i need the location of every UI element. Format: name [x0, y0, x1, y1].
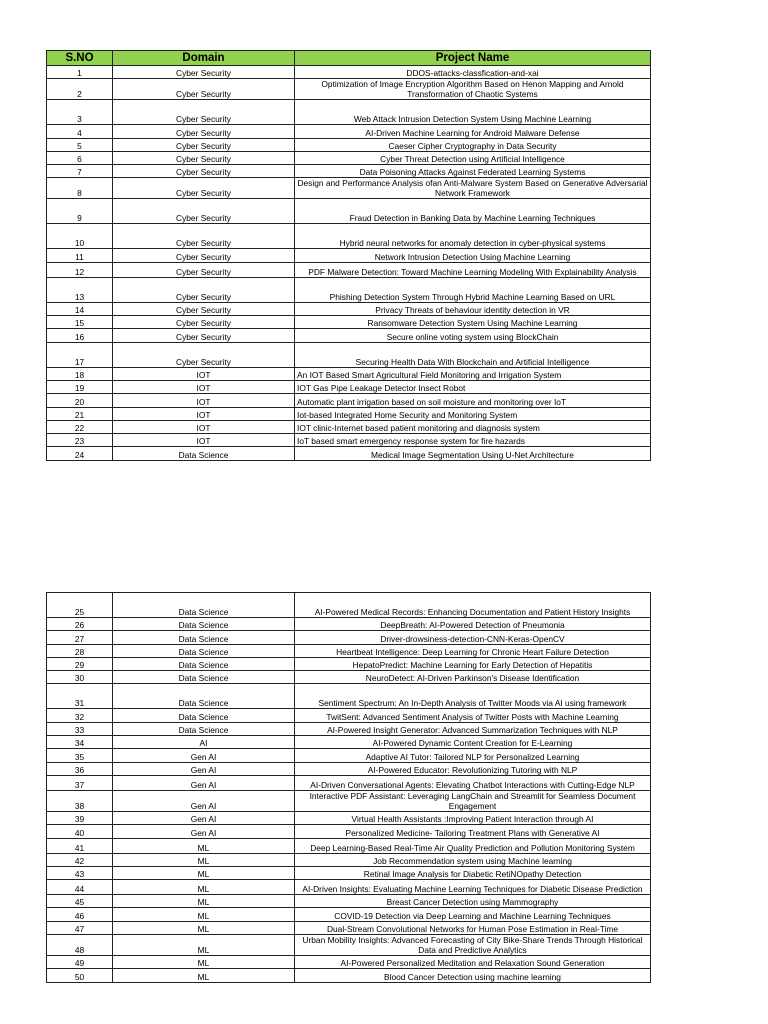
cell-domain: Data Science — [113, 593, 295, 618]
cell-sno: 50 — [47, 969, 113, 982]
cell-sno: 9 — [47, 199, 113, 224]
cell-sno: 12 — [47, 262, 113, 277]
cell-project: An IOT Based Smart Agricultural Field Monitoring and Irrigation System — [295, 367, 651, 380]
cell-domain: IOT — [113, 380, 295, 393]
cell-sno: 1 — [47, 66, 113, 79]
cell-project: Network Intrusion Detection Using Machine Learning — [295, 249, 651, 262]
cell-project: AI-Powered Personalized Meditation and Relaxation Sound Generation — [295, 956, 651, 969]
cell-sno: 22 — [47, 420, 113, 433]
cell-sno: 29 — [47, 657, 113, 670]
cell-sno: 17 — [47, 342, 113, 367]
cell-domain: Cyber Security — [113, 165, 295, 178]
cell-project: AI-Driven Conversational Agents: Elevating Chatbot Interactions with Cutting-Edge NLP — [295, 775, 651, 790]
projects-table-page-1 — [46, 50, 651, 461]
cell-sno: 15 — [47, 316, 113, 329]
cell-sno: 40 — [47, 825, 113, 838]
table-row — [47, 329, 651, 342]
table-row — [47, 838, 651, 853]
table-row — [47, 866, 651, 879]
cell-project: Blood Cancer Detection using machine learning — [295, 969, 651, 982]
cell-project: AI-Powered Medical Records: Enhancing Documentation and Patient History Insights — [295, 593, 651, 618]
table-row — [47, 434, 651, 447]
table-row — [47, 775, 651, 790]
cell-domain: Cyber Security — [113, 199, 295, 224]
cell-domain: Data Science — [113, 447, 295, 460]
cell-domain: ML — [113, 838, 295, 853]
cell-project: IoT based smart emergency response system for fire hazards — [295, 434, 651, 447]
projects-table-page-2 — [46, 592, 651, 983]
cell-domain: Cyber Security — [113, 277, 295, 302]
cell-sno: 4 — [47, 125, 113, 138]
cell-sno: 33 — [47, 722, 113, 735]
table-row — [47, 736, 651, 749]
cell-sno: 31 — [47, 684, 113, 709]
cell-domain: ML — [113, 935, 295, 956]
cell-sno: 23 — [47, 434, 113, 447]
cell-sno: 45 — [47, 895, 113, 908]
cell-project: IOT clinic-Internet based patient monitoring and diagnosis system — [295, 420, 651, 433]
cell-sno: 19 — [47, 380, 113, 393]
cell-project: Medical Image Segmentation Using U-Net Architecture — [295, 447, 651, 460]
table-row — [47, 100, 651, 125]
cell-project: AI-Driven Machine Learning for Android Malware Defense — [295, 125, 651, 138]
cell-sno: 49 — [47, 956, 113, 969]
cell-sno: 36 — [47, 762, 113, 775]
cell-domain: Cyber Security — [113, 138, 295, 151]
cell-domain: Data Science — [113, 618, 295, 631]
cell-domain: IOT — [113, 407, 295, 420]
cell-domain: ML — [113, 853, 295, 866]
cell-sno: 39 — [47, 811, 113, 824]
table-row — [47, 811, 651, 824]
cell-domain: Gen AI — [113, 762, 295, 775]
cell-domain: Data Science — [113, 657, 295, 670]
table-row — [47, 749, 651, 762]
table-row — [47, 151, 651, 164]
cell-domain: Cyber Security — [113, 249, 295, 262]
cell-project: Web Attack Intrusion Detection System Using Machine Learning — [295, 100, 651, 125]
table-row — [47, 342, 651, 367]
cell-domain: Data Science — [113, 684, 295, 709]
cell-project: Cyber Threat Detection using Artificial Intelligence — [295, 151, 651, 164]
table-row — [47, 956, 651, 969]
table-row — [47, 644, 651, 657]
cell-project: AI-Driven Insights: Evaluating Machine Learning Techniques for Diabetic Disease Prediction — [295, 880, 651, 895]
table-row — [47, 921, 651, 934]
cell-sno: 16 — [47, 329, 113, 342]
cell-domain: Cyber Security — [113, 151, 295, 164]
cell-domain: ML — [113, 895, 295, 908]
cell-domain: Cyber Security — [113, 302, 295, 315]
cell-domain: IOT — [113, 434, 295, 447]
table-row — [47, 302, 651, 315]
cell-project: Hybrid neural networks for anomaly detection in cyber-physical systems — [295, 224, 651, 249]
cell-sno: 13 — [47, 277, 113, 302]
cell-domain: Data Science — [113, 671, 295, 684]
cell-domain: Cyber Security — [113, 125, 295, 138]
cell-sno: 24 — [47, 447, 113, 460]
cell-project: Data Poisoning Attacks Against Federated Learning Systems — [295, 165, 651, 178]
table-row — [47, 684, 651, 709]
cell-project: Heartbeat Intelligence: Deep Learning for Chronic Heart Failure Detection — [295, 644, 651, 657]
table-row — [47, 79, 651, 100]
cell-domain: Data Science — [113, 709, 295, 722]
cell-sno: 26 — [47, 618, 113, 631]
cell-project: PDF Malware Detection: Toward Machine Learning Modeling With Explainability Analysis — [295, 262, 651, 277]
header-domain: Domain — [113, 51, 295, 66]
cell-sno: 25 — [47, 593, 113, 618]
cell-domain: Cyber Security — [113, 262, 295, 277]
cell-domain: Gen AI — [113, 775, 295, 790]
cell-sno: 43 — [47, 866, 113, 879]
cell-domain: Data Science — [113, 644, 295, 657]
cell-project: Urban Mobility Insights: Advanced Forecasting of City Bike-Share Trends Through Historical Data and Predictive Analytics — [295, 935, 651, 956]
cell-project: Personalized Medicine- Tailoring Treatment Plans with Generative AI — [295, 825, 651, 838]
cell-sno: 35 — [47, 749, 113, 762]
cell-project: Optimization of Image Encryption Algorithm Based on Henon Mapping and Arnold Transformation of Chaotic Systems — [295, 79, 651, 100]
table-row — [47, 316, 651, 329]
header-row — [47, 51, 651, 66]
cell-project: Breast Cancer Detection using Mammography — [295, 895, 651, 908]
table-row — [47, 935, 651, 956]
table-body-page-1 — [47, 66, 651, 461]
cell-sno: 41 — [47, 838, 113, 853]
table-row — [47, 908, 651, 921]
cell-domain: Data Science — [113, 722, 295, 735]
cell-domain: Cyber Security — [113, 79, 295, 100]
cell-sno: 38 — [47, 790, 113, 811]
cell-project: Secure online voting system using BlockChain — [295, 329, 651, 342]
cell-sno: 7 — [47, 165, 113, 178]
cell-domain: ML — [113, 956, 295, 969]
cell-project: AI-Powered Educator: Revolutionizing Tutoring with NLP — [295, 762, 651, 775]
cell-domain: IOT — [113, 367, 295, 380]
cell-project: DeepBreath: AI-Powered Detection of Pneumonia — [295, 618, 651, 631]
table-row — [47, 709, 651, 722]
cell-sno: 44 — [47, 880, 113, 895]
table-row — [47, 66, 651, 79]
cell-project: Automatic plant irrigation based on soil moisture and monitoring over IoT — [295, 394, 651, 407]
cell-project: Fraud Detection in Banking Data by Machine Learning Techniques — [295, 199, 651, 224]
cell-sno: 34 — [47, 736, 113, 749]
cell-domain: ML — [113, 880, 295, 895]
cell-domain: Cyber Security — [113, 329, 295, 342]
cell-domain: Cyber Security — [113, 224, 295, 249]
cell-project: Iot-based Integrated Home Security and Monitoring System — [295, 407, 651, 420]
cell-domain: IOT — [113, 420, 295, 433]
cell-sno: 8 — [47, 178, 113, 199]
table-row — [47, 671, 651, 684]
header-sno: S.NO — [47, 51, 113, 66]
cell-sno: 48 — [47, 935, 113, 956]
cell-sno: 10 — [47, 224, 113, 249]
cell-project: Deep Learning-Based Real-Time Air Quality Prediction and Pollution Monitoring System — [295, 838, 651, 853]
cell-sno: 3 — [47, 100, 113, 125]
cell-domain: Data Science — [113, 631, 295, 644]
cell-sno: 6 — [47, 151, 113, 164]
cell-sno: 20 — [47, 394, 113, 407]
table-row — [47, 262, 651, 277]
table-row — [47, 249, 651, 262]
table-row — [47, 138, 651, 151]
cell-project: Design and Performance Analysis ofan Anti-Malware System Based on Generative Adversarial Network Framework — [295, 178, 651, 199]
cell-project: AI-Powered Dynamic Content Creation for E-Learning — [295, 736, 651, 749]
table-row — [47, 407, 651, 420]
cell-sno: 42 — [47, 853, 113, 866]
table-row — [47, 880, 651, 895]
cell-domain: ML — [113, 969, 295, 982]
cell-sno: 14 — [47, 302, 113, 315]
cell-project: Dual-Stream Convolutional Networks for Human Pose Estimation in Real-Time — [295, 921, 651, 934]
cell-project: Driver-drowsiness-detection-CNN-Keras-OpenCV — [295, 631, 651, 644]
cell-sno: 11 — [47, 249, 113, 262]
cell-sno: 18 — [47, 367, 113, 380]
table-body-page-2 — [47, 593, 651, 983]
cell-project: Ransomware Detection System Using Machine Learning — [295, 316, 651, 329]
cell-sno: 28 — [47, 644, 113, 657]
cell-project: Phishing Detection System Through Hybrid Machine Learning Based on URL — [295, 277, 651, 302]
cell-project: COVID-19 Detection via Deep Learning and Machine Learning Techniques — [295, 908, 651, 921]
cell-domain: Cyber Security — [113, 178, 295, 199]
cell-project: IOT Gas Pipe Leakage Detector Insect Robot — [295, 380, 651, 393]
cell-project: Securing Health Data With Blockchain and Artificial Intelligence — [295, 342, 651, 367]
cell-sno: 5 — [47, 138, 113, 151]
cell-domain: Gen AI — [113, 811, 295, 824]
table-row — [47, 394, 651, 407]
table-row — [47, 631, 651, 644]
cell-project: HepatoPredict: Machine Learning for Early Detection of Hepatitis — [295, 657, 651, 670]
table-row — [47, 178, 651, 199]
table-row — [47, 853, 651, 866]
table-row — [47, 618, 651, 631]
cell-domain: AI — [113, 736, 295, 749]
cell-project: TwitSent: Advanced Sentiment Analysis of Twitter Posts with Machine Learning — [295, 709, 651, 722]
table-row — [47, 790, 651, 811]
cell-project: DDOS-attacks-classfication-and-xai — [295, 66, 651, 79]
table-row — [47, 657, 651, 670]
cell-project: Interactive PDF Assistant: Leveraging LangChain and Streamlit for Seamless Document Engagement — [295, 790, 651, 811]
table-row — [47, 224, 651, 249]
table-row — [47, 125, 651, 138]
cell-sno: 21 — [47, 407, 113, 420]
cell-sno: 46 — [47, 908, 113, 921]
table-row — [47, 762, 651, 775]
cell-project: NeuroDetect: AI-Driven Parkinson's Disease Identification — [295, 671, 651, 684]
table-row — [47, 969, 651, 982]
table-row — [47, 447, 651, 460]
cell-project: Sentiment Spectrum: An In-Depth Analysis of Twitter Moods via AI using framework — [295, 684, 651, 709]
cell-sno: 2 — [47, 79, 113, 100]
cell-project: Virtual Health Assistants :Improving Patient Interaction through AI — [295, 811, 651, 824]
table-row — [47, 277, 651, 302]
cell-domain: Cyber Security — [113, 342, 295, 367]
table-row — [47, 593, 651, 618]
cell-domain: Cyber Security — [113, 316, 295, 329]
cell-domain: Gen AI — [113, 790, 295, 811]
cell-domain: ML — [113, 866, 295, 879]
cell-domain: ML — [113, 908, 295, 921]
cell-sno: 30 — [47, 671, 113, 684]
cell-project: Retinal Image Analysis for Diabetic RetiNOpathy Detection — [295, 866, 651, 879]
cell-project: Caeser Cipher Cryptography in Data Security — [295, 138, 651, 151]
cell-domain: IOT — [113, 394, 295, 407]
table-row — [47, 722, 651, 735]
table-row — [47, 825, 651, 838]
cell-domain: Gen AI — [113, 825, 295, 838]
cell-sno: 32 — [47, 709, 113, 722]
table-row — [47, 199, 651, 224]
cell-sno: 37 — [47, 775, 113, 790]
table-row — [47, 380, 651, 393]
header-project: Project Name — [295, 51, 651, 66]
table-row — [47, 420, 651, 433]
cell-sno: 27 — [47, 631, 113, 644]
cell-project: AI-Powered Insight Generator: Advanced Summarization Techniques with NLP — [295, 722, 651, 735]
cell-sno: 47 — [47, 921, 113, 934]
table-row — [47, 895, 651, 908]
cell-project: Job Recommendation system using Machine learning — [295, 853, 651, 866]
cell-domain: Gen AI — [113, 749, 295, 762]
cell-domain: Cyber Security — [113, 100, 295, 125]
cell-domain: ML — [113, 921, 295, 934]
table-row — [47, 367, 651, 380]
table-row — [47, 165, 651, 178]
cell-domain: Cyber Security — [113, 66, 295, 79]
cell-project: Privacy Threats of behaviour identity detection in VR — [295, 302, 651, 315]
cell-project: Adaptive AI Tutor: Tailored NLP for Personalized Learning — [295, 749, 651, 762]
